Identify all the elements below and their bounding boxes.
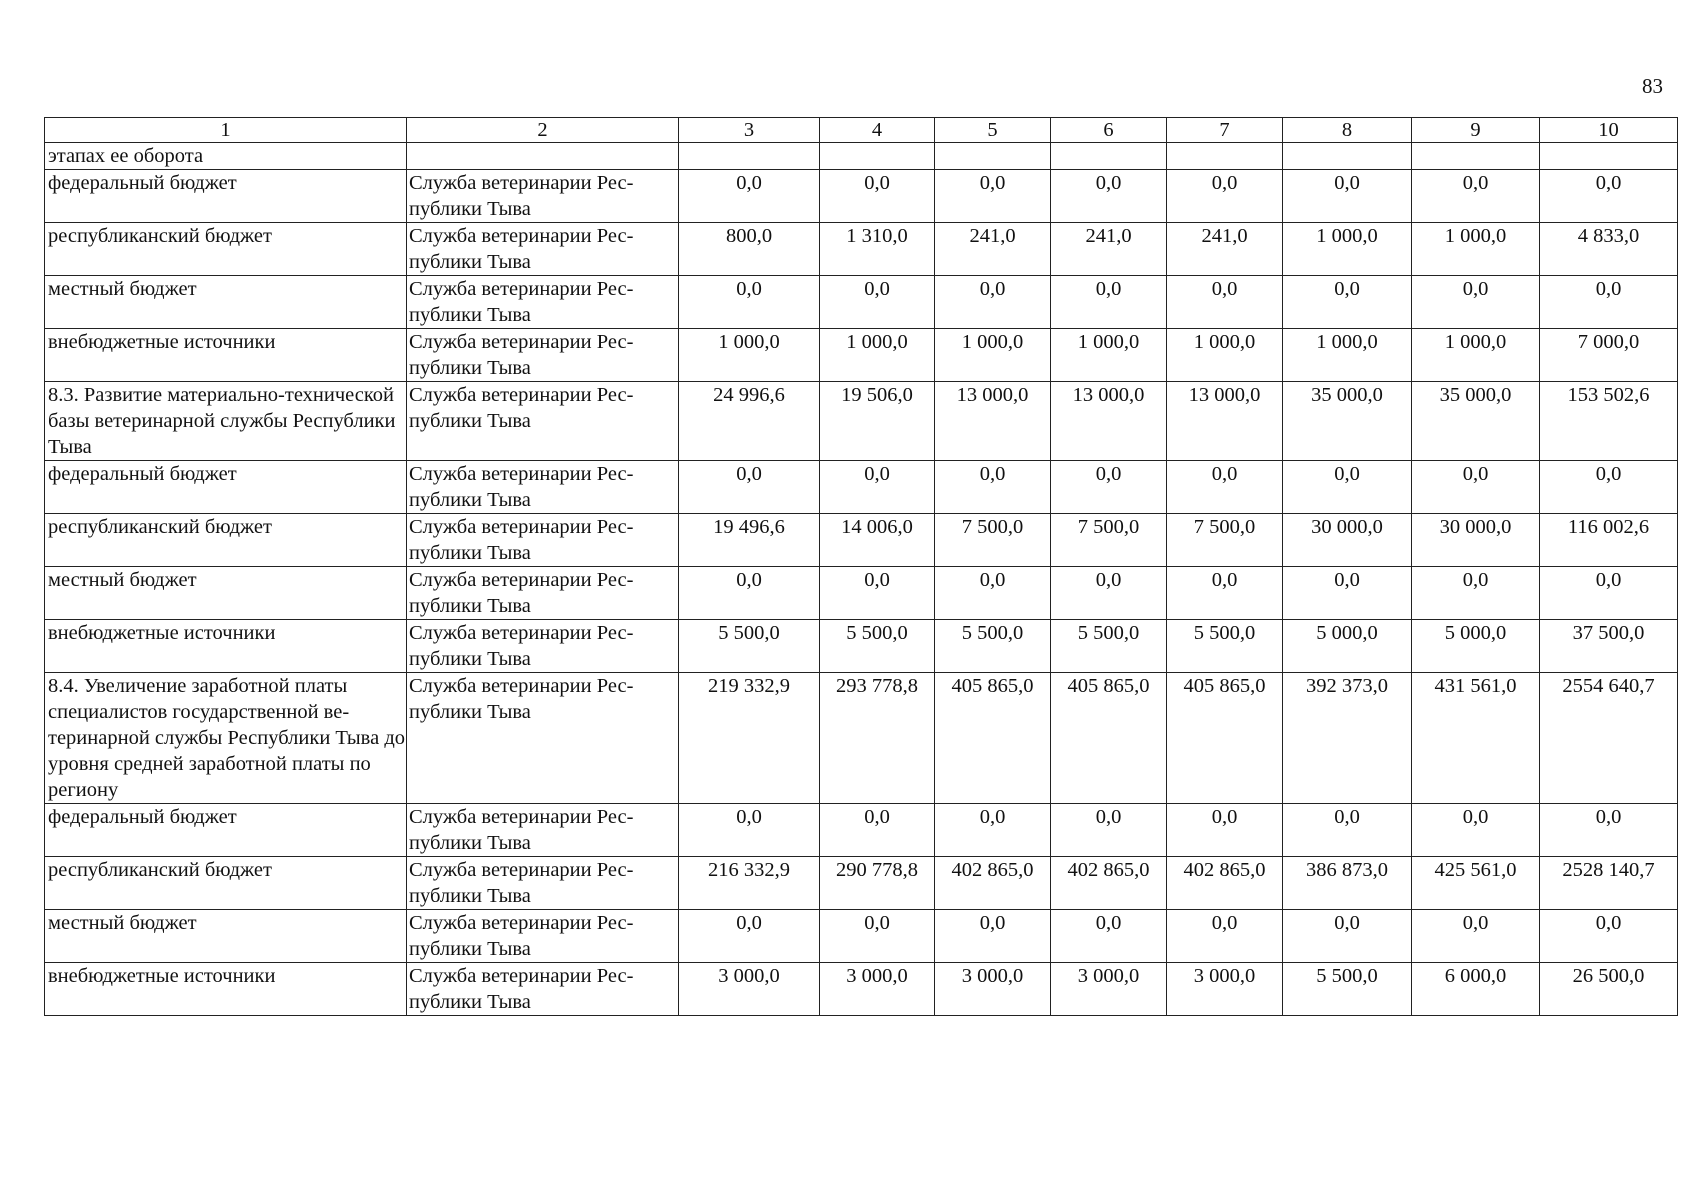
row-agency (407, 143, 679, 170)
cell-value: 116 002,6 (1540, 514, 1678, 567)
cell-value: 0,0 (1051, 567, 1167, 620)
cell-value: 0,0 (679, 567, 820, 620)
cell-value: 0,0 (1167, 276, 1283, 329)
cell-value: 19 496,6 (679, 514, 820, 567)
row-agency: Служба ветеринарии Рес-публики Тыва (407, 461, 679, 514)
row-agency: Служба ветеринарии Рес-публики Тыва (407, 223, 679, 276)
cell-value: 30 000,0 (1412, 514, 1540, 567)
cell-value: 0,0 (1412, 170, 1540, 223)
cell-value: 241,0 (1051, 223, 1167, 276)
table-row (45, 329, 1678, 382)
cell-value: 5 500,0 (820, 620, 935, 673)
page-number: 83 (1642, 74, 1663, 98)
cell-value: 0,0 (1540, 567, 1678, 620)
cell-value: 0,0 (1283, 170, 1412, 223)
row-agency: Служба ветеринарии Рес-публики Тыва (407, 170, 679, 223)
column-header: 1 (45, 118, 407, 143)
cell-value: 0,0 (935, 567, 1051, 620)
table-row (45, 910, 1678, 963)
row-label: республиканский бюджет (45, 514, 407, 567)
cell-value: 0,0 (820, 170, 935, 223)
row-agency: Служба ветеринарии Рес-публики Тыва (407, 567, 679, 620)
cell-value: 0,0 (820, 461, 935, 514)
cell-value: 0,0 (1051, 170, 1167, 223)
cell-value: 0,0 (1540, 461, 1678, 514)
cell-value: 800,0 (679, 223, 820, 276)
table-row (45, 804, 1678, 857)
column-header: 10 (1540, 118, 1678, 143)
column-header: 9 (1412, 118, 1540, 143)
cell-value: 0,0 (1051, 804, 1167, 857)
cell-value: 26 500,0 (1540, 963, 1678, 1016)
cell-value: 35 000,0 (1412, 382, 1540, 461)
table-row (45, 673, 1678, 804)
cell-value: 386 873,0 (1283, 857, 1412, 910)
cell-value: 0,0 (1412, 567, 1540, 620)
cell-value: 1 000,0 (1412, 329, 1540, 382)
row-label: местный бюджет (45, 276, 407, 329)
row-agency: Служба ветеринарии Рес-публики Тыва (407, 620, 679, 673)
row-label: внебюджетные источники (45, 963, 407, 1016)
table-row (45, 143, 1678, 170)
cell-value: 0,0 (1412, 461, 1540, 514)
cell-value: 5 500,0 (1283, 963, 1412, 1016)
cell-value: 3 000,0 (1167, 963, 1283, 1016)
cell-value: 431 561,0 (1412, 673, 1540, 804)
cell-value: 1 000,0 (1283, 329, 1412, 382)
row-label: федеральный бюджет (45, 170, 407, 223)
cell-value: 37 500,0 (1540, 620, 1678, 673)
cell-value: 5 000,0 (1412, 620, 1540, 673)
table-row (45, 963, 1678, 1016)
cell-value: 13 000,0 (935, 382, 1051, 461)
row-agency: Служба ветеринарии Рес-публики Тыва (407, 276, 679, 329)
row-label: федеральный бюджет (45, 461, 407, 514)
table-row (45, 276, 1678, 329)
cell-value: 0,0 (1051, 910, 1167, 963)
cell-value: 0,0 (1540, 804, 1678, 857)
cell-value (1283, 143, 1412, 170)
cell-value (820, 143, 935, 170)
cell-value: 1 310,0 (820, 223, 935, 276)
cell-value: 0,0 (820, 567, 935, 620)
cell-value: 0,0 (1540, 276, 1678, 329)
cell-value: 13 000,0 (1051, 382, 1167, 461)
cell-value: 1 000,0 (935, 329, 1051, 382)
table-row (45, 857, 1678, 910)
cell-value: 19 506,0 (820, 382, 935, 461)
cell-value (1051, 143, 1167, 170)
table-row (45, 567, 1678, 620)
table-row (45, 514, 1678, 567)
column-header: 5 (935, 118, 1051, 143)
cell-value: 241,0 (1167, 223, 1283, 276)
column-header-row (45, 118, 1678, 143)
cell-value: 3 000,0 (935, 963, 1051, 1016)
cell-value: 1 000,0 (1412, 223, 1540, 276)
column-header: 3 (679, 118, 820, 143)
cell-value: 0,0 (1167, 567, 1283, 620)
row-agency: Служба ветеринарии Рес-публики Тыва (407, 910, 679, 963)
cell-value: 5 500,0 (1167, 620, 1283, 673)
cell-value: 0,0 (935, 461, 1051, 514)
row-agency: Служба ветеринарии Рес-публики Тыва (407, 514, 679, 567)
cell-value: 0,0 (820, 804, 935, 857)
row-agency: Служба ветеринарии Рес-публики Тыва (407, 329, 679, 382)
cell-value: 0,0 (679, 461, 820, 514)
cell-value: 216 332,9 (679, 857, 820, 910)
cell-value: 0,0 (1283, 910, 1412, 963)
cell-value: 0,0 (1412, 804, 1540, 857)
cell-value (935, 143, 1051, 170)
cell-value: 13 000,0 (1167, 382, 1283, 461)
row-agency: Служба ветеринарии Рес-публики Тыва (407, 857, 679, 910)
row-label: федеральный бюджет (45, 804, 407, 857)
row-label: 8.3. Развитие материально-технической базы ветеринарной службы Республики Тыва (45, 382, 407, 461)
table-row (45, 620, 1678, 673)
cell-value: 7 000,0 (1540, 329, 1678, 382)
cell-value: 5 500,0 (935, 620, 1051, 673)
cell-value: 402 865,0 (1167, 857, 1283, 910)
cell-value: 0,0 (820, 910, 935, 963)
cell-value: 0,0 (679, 276, 820, 329)
cell-value: 0,0 (1167, 910, 1283, 963)
row-agency: Служба ветеринарии Рес-публики Тыва (407, 963, 679, 1016)
cell-value: 153 502,6 (1540, 382, 1678, 461)
cell-value: 405 865,0 (1167, 673, 1283, 804)
row-label: местный бюджет (45, 910, 407, 963)
cell-value: 30 000,0 (1283, 514, 1412, 567)
cell-value: 1 000,0 (1051, 329, 1167, 382)
column-header: 4 (820, 118, 935, 143)
column-header: 8 (1283, 118, 1412, 143)
cell-value: 3 000,0 (1051, 963, 1167, 1016)
cell-value: 402 865,0 (1051, 857, 1167, 910)
row-agency: Служба ветеринарии Рес-публики Тыва (407, 804, 679, 857)
cell-value: 0,0 (1051, 276, 1167, 329)
cell-value: 14 006,0 (820, 514, 935, 567)
cell-value: 0,0 (935, 804, 1051, 857)
row-label: внебюджетные источники (45, 620, 407, 673)
cell-value: 425 561,0 (1412, 857, 1540, 910)
cell-value: 0,0 (1412, 276, 1540, 329)
cell-value: 3 000,0 (679, 963, 820, 1016)
cell-value: 0,0 (679, 170, 820, 223)
row-label: внебюджетные источники (45, 329, 407, 382)
cell-value: 0,0 (1540, 910, 1678, 963)
budget-table-container (44, 117, 1677, 1016)
cell-value: 0,0 (1167, 170, 1283, 223)
cell-value: 0,0 (1283, 461, 1412, 514)
row-label: республиканский бюджет (45, 223, 407, 276)
cell-value: 5 000,0 (1283, 620, 1412, 673)
cell-value: 3 000,0 (820, 963, 935, 1016)
cell-value: 290 778,8 (820, 857, 935, 910)
cell-value: 0,0 (1412, 910, 1540, 963)
cell-value: 0,0 (935, 170, 1051, 223)
cell-value: 405 865,0 (1051, 673, 1167, 804)
cell-value: 24 996,6 (679, 382, 820, 461)
cell-value: 4 833,0 (1540, 223, 1678, 276)
table-row (45, 223, 1678, 276)
cell-value: 0,0 (679, 804, 820, 857)
cell-value: 0,0 (935, 276, 1051, 329)
cell-value: 0,0 (1283, 276, 1412, 329)
row-agency: Служба ветеринарии Рес-публики Тыва (407, 382, 679, 461)
cell-value: 402 865,0 (935, 857, 1051, 910)
cell-value: 5 500,0 (679, 620, 820, 673)
cell-value (1412, 143, 1540, 170)
table-row (45, 382, 1678, 461)
cell-value: 0,0 (679, 910, 820, 963)
cell-value: 0,0 (820, 276, 935, 329)
cell-value: 219 332,9 (679, 673, 820, 804)
cell-value: 5 500,0 (1051, 620, 1167, 673)
cell-value: 0,0 (1283, 804, 1412, 857)
cell-value: 1 000,0 (1167, 329, 1283, 382)
cell-value: 35 000,0 (1283, 382, 1412, 461)
row-agency: Служба ветеринарии Рес-публики Тыва (407, 673, 679, 804)
cell-value: 0,0 (935, 910, 1051, 963)
cell-value: 405 865,0 (935, 673, 1051, 804)
row-label: этапах ее оборота (45, 143, 407, 170)
cell-value: 0,0 (1051, 461, 1167, 514)
row-label: местный бюджет (45, 567, 407, 620)
cell-value (679, 143, 820, 170)
row-label: 8.4. Увеличение заработной платы специалистов государственной ве-теринарной службы Республики Тыва до уровня средней заработной платы по региону (45, 673, 407, 804)
cell-value: 0,0 (1167, 461, 1283, 514)
cell-value: 0,0 (1540, 170, 1678, 223)
table-row (45, 461, 1678, 514)
row-label: республиканский бюджет (45, 857, 407, 910)
cell-value: 392 373,0 (1283, 673, 1412, 804)
cell-value: 6 000,0 (1412, 963, 1540, 1016)
cell-value: 241,0 (935, 223, 1051, 276)
cell-value (1540, 143, 1678, 170)
column-header: 2 (407, 118, 679, 143)
table-row (45, 170, 1678, 223)
cell-value: 7 500,0 (1167, 514, 1283, 567)
cell-value: 1 000,0 (1283, 223, 1412, 276)
column-header: 6 (1051, 118, 1167, 143)
cell-value: 1 000,0 (679, 329, 820, 382)
cell-value: 2528 140,7 (1540, 857, 1678, 910)
cell-value: 7 500,0 (1051, 514, 1167, 567)
cell-value: 2554 640,7 (1540, 673, 1678, 804)
cell-value: 0,0 (1283, 567, 1412, 620)
cell-value: 293 778,8 (820, 673, 935, 804)
budget-table (44, 117, 1678, 1016)
cell-value (1167, 143, 1283, 170)
cell-value: 0,0 (1167, 804, 1283, 857)
cell-value: 7 500,0 (935, 514, 1051, 567)
column-header: 7 (1167, 118, 1283, 143)
cell-value: 1 000,0 (820, 329, 935, 382)
